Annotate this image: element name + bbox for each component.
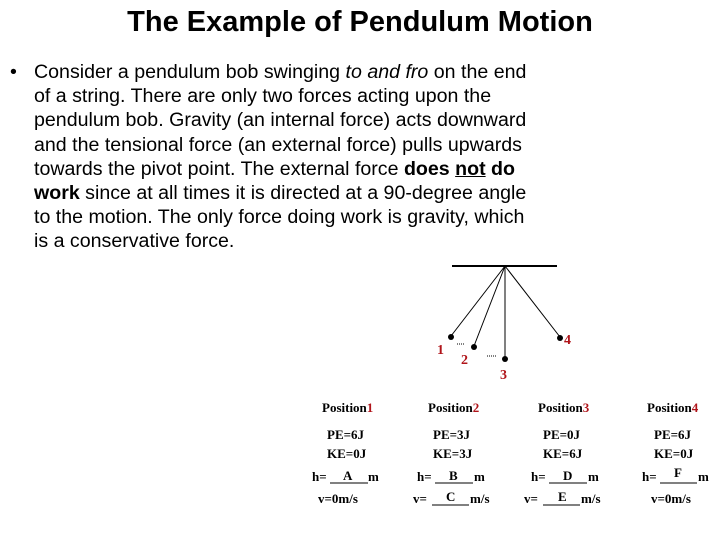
height-answer: A — [343, 468, 353, 483]
height-unit: m — [588, 469, 599, 484]
position-number: 4 — [691, 400, 699, 415]
bob-label-4: 4 — [564, 333, 571, 348]
position-number: 2 — [472, 400, 480, 415]
height-unit: m — [368, 469, 379, 484]
bob-label-3: 3 — [500, 368, 507, 383]
velocity-value: v=0m/s — [318, 491, 358, 506]
ke-value: KE=0J — [654, 446, 694, 461]
paragraph-line-4: and the tensional force (an external force) pulls upwards — [34, 133, 522, 156]
ke-value: KE=0J — [327, 446, 367, 461]
pe-value: PE=6J — [327, 427, 365, 442]
height-answer: B — [449, 468, 458, 483]
svg-text:h= — [417, 469, 432, 484]
pe-value: PE=3J — [433, 427, 471, 442]
position-column-4 — [642, 400, 709, 506]
height-unit: m — [474, 469, 485, 484]
paragraph-line-3: pendulum bob. Gravity (an internal force) acts downward — [34, 109, 527, 132]
position-heading: Position — [538, 400, 583, 415]
position-column-1 — [312, 400, 379, 506]
position-heading: Position — [647, 400, 692, 415]
height-answer: D — [563, 468, 573, 483]
paragraph-line-6: work since at all times it is directed at a 90-degree angle — [34, 182, 527, 205]
position-heading: Position — [322, 400, 367, 415]
paragraph-line-5: towards the pivot point. The external force does not do — [34, 157, 515, 180]
paragraph-line-8: is a conservative force. — [34, 230, 235, 253]
position-heading: Position — [428, 400, 473, 415]
velocity-answer: C — [446, 489, 456, 504]
paragraph-line-7: to the motion. The only force doing work is gravity, which — [34, 206, 525, 229]
height-answer: F — [674, 465, 682, 480]
svg-text:v= — [524, 491, 538, 506]
emphasis-does: does — [403, 157, 456, 180]
bullet-icon: • — [10, 61, 17, 83]
velocity-prefix: v= — [524, 491, 538, 506]
velocity-answer: E — [558, 489, 567, 504]
slide-title: The Example of Pendulum Motion — [127, 6, 593, 38]
svg-text:Position1 — [322, 400, 373, 415]
height-unit: m — [698, 469, 709, 484]
position-column-3 — [524, 400, 601, 506]
position-column-2 — [413, 400, 490, 506]
bob-label-1: 1 — [437, 343, 444, 358]
svg-text:Position2 — [428, 400, 479, 415]
position-number: 3 — [582, 400, 590, 415]
velocity-unit: m/s — [470, 491, 490, 506]
height-prefix: h= — [531, 469, 546, 484]
pe-value: PE=0J — [543, 427, 581, 442]
svg-text:h= — [531, 469, 546, 484]
height-prefix: h= — [312, 469, 327, 484]
pendulum-string-2 — [474, 266, 505, 346]
velocity-value: v=0m/s — [651, 491, 691, 506]
height-prefix: h= — [417, 469, 432, 484]
pendulum-string-4 — [505, 266, 560, 337]
pe-value: PE=6J — [654, 427, 692, 442]
ke-value: KE=3J — [433, 446, 473, 461]
height-prefix: h= — [642, 469, 657, 484]
velocity-prefix: v= — [413, 491, 427, 506]
velocity-unit: m/s — [581, 491, 601, 506]
svg-text:v= — [413, 491, 427, 506]
pendulum-string-1 — [451, 266, 505, 336]
svg-text:Position3 — [538, 400, 590, 415]
ke-value: KE=6J — [543, 446, 583, 461]
pendulum-bob-2 — [471, 344, 477, 350]
pendulum-bob-1 — [448, 334, 454, 340]
bob-label-2: 2 — [461, 353, 468, 368]
emphasis-to-and-fro: to and fro — [345, 61, 429, 83]
position-number: 1 — [366, 400, 374, 415]
paragraph-line-1: Consider a pendulum bob swinging to and fro on the end — [34, 61, 527, 83]
svg-text:Position4 — [647, 400, 699, 415]
svg-text:h= — [312, 469, 327, 484]
svg-text:h= — [642, 469, 657, 484]
paragraph-line-2: of a string. There are only two forces acting upon the — [34, 85, 492, 108]
emphasis-do: do — [485, 157, 515, 180]
emphasis-not: not — [455, 157, 486, 180]
pendulum-bob-3 — [502, 356, 508, 362]
pendulum-bob-4 — [557, 335, 563, 341]
emphasis-work: work — [34, 182, 80, 205]
